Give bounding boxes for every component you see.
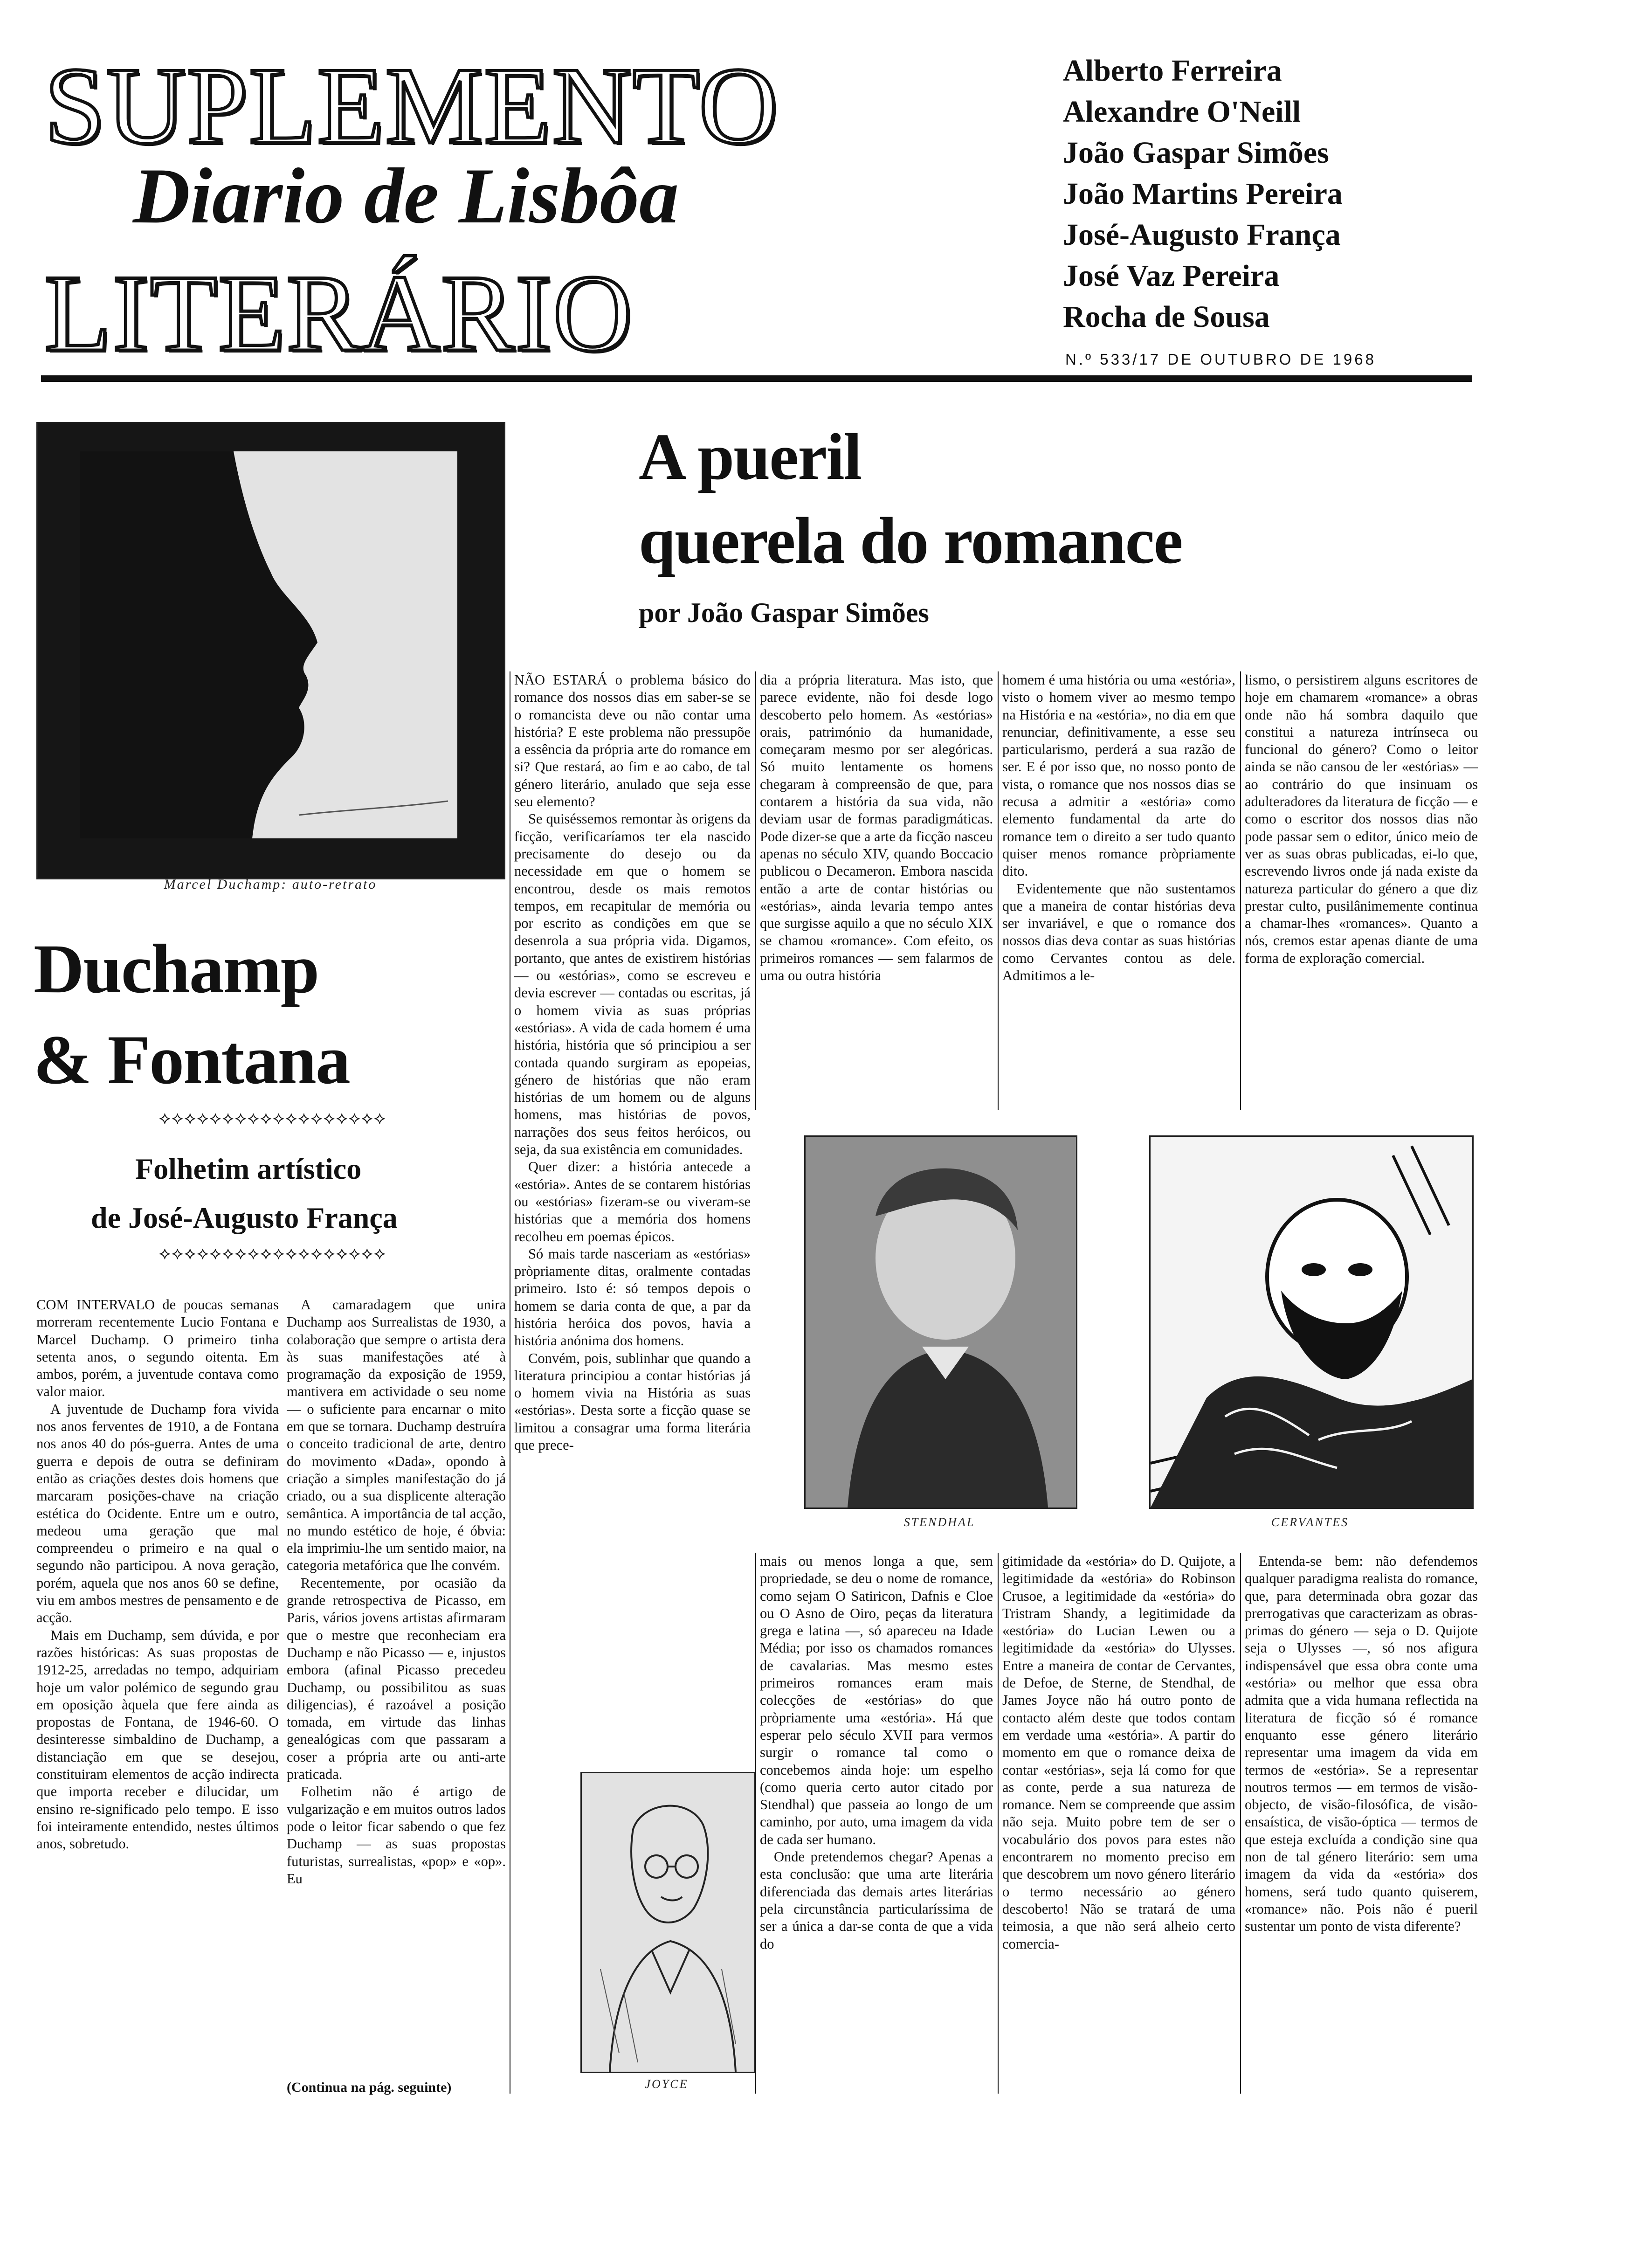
paragraph: Folhetim não é artigo de vulgarização e em muitos outros lados pode o leitor ficar sabendo o que fez Duchamp — as suas propostas futuristas, surrealistas, «pop» e «op». Eu <box>287 1784 506 1887</box>
duchamp-headline-line2: & Fontana <box>34 1021 350 1099</box>
paragraph: Evidentemente que não sustentamos que a maneira de contar histórias deva ser invariável, e que o romance dos nossos dias deva contar as suas histórias como Cervantes contou as dele. Admitimos a le- <box>1002 880 1235 984</box>
paragraph: Recentemente, por ocasião da grande retrospectiva de Picasso, em Paris, vários jovens artistas afirmaram que o mestre que reconheciam era Duchamp e não Picasso — e, injustos embora (afinal Picasso precedeu Duchamp, ou possibilitou as suas diligencias), é razoável a posição tomada, em virtude das linhas genealógicas com que passaram a coser a própria arte ou anti-arte praticada. <box>287 1575 506 1783</box>
stendhal-portrait <box>804 1135 1077 1509</box>
paragraph: lismo, o persistirem alguns escritores de hoje em chamarem «romance» a obras onde não há sombra daquilo que constitui a natureza intrínseca ou funcional do género? Como o leitor ainda se não cansou de ler «estórias» — ao contrário do que insinuam os adulteradores da literatura de ficção — e como o escritor dos nossos dias não pode passar sem o editor, único meio de ver as suas obras publicadas, ei-lo que, escrevendo livros onde já nada existe da natureza particular do género a que diz prestar culto, pusilânimemente continua a chamar-lhes «romances». Quanto a nós, cremos estar apenas diante de uma forma de exploração comercial. <box>1245 672 1478 966</box>
romance-column-b <box>760 671 993 1110</box>
paragraph: COM INTERVALO de poucas semanas morreram recentemente Lucio Fontana e Marcel Duchamp. O primeiro tinha setenta anos, o segundo oitenta. Em ambos, porém, a juventude contava como valor maior. <box>36 1297 279 1400</box>
column-divider <box>998 1553 999 2094</box>
masthead-newspaper-name: Diario de Lisbôa <box>133 152 679 240</box>
paragraph: Onde pretendemos chegar? Apenas a esta conclusão: que uma arte literária diferenciada das demais artes literárias pela circunstância particularíssima de ser a única a dar-se conta de que a vida do <box>760 1849 993 1952</box>
duchamp-self-portrait-photo <box>36 422 505 879</box>
paragraph: Convém, pois, sublinhar que quando a literatura principiou a contar histórias já o homem vivia na História as suas «estórias». Desta sorte a ficção quase se limitou a consagrar uma forma literária que prece- <box>514 1350 751 1453</box>
duchamp-subtitle-line1: Folhetim artístico <box>135 1152 362 1185</box>
masthead-title-top: SUPLEMENTO <box>44 45 779 167</box>
joyce-caption: JOYCE <box>645 2077 689 2091</box>
staff-name: Alexandre O'Neill <box>1063 95 1301 129</box>
paragraph: homem é uma história ou uma «estória», visto o homem viver ao mesmo tempo na História e na «estória», no dia em que renunciar, definitivamente, a esse seu particularismo, perderá a sua razão de ser. E é por isso que, no nosso ponto de vista, o romance que nos nossos dias se recusa a admitir a «estória» como elemento fundamental da arte do romance tem o direito a ser tudo quanto quiser menos romance pròpriamente dito. <box>1002 672 1235 879</box>
column-divider <box>1240 1553 1241 2094</box>
paragraph: Quer dizer: a história antecede a «estória». Antes de se contarem histórias ou «estórias» fizeram-se ou viveram-se histórias que a memória dos homens recolheu em poemas épicos. <box>514 1159 751 1245</box>
paragraph: Só mais tarde nasceriam as «estórias» pròpriamente ditas, oralmente contadas primeiro. Isto é: só tempos depois o homem se daria conta de que, a par da história heróica dos povos, havia a história anónima dos homens. <box>514 1245 751 1349</box>
romance-headline-line1: A pueril <box>639 420 862 493</box>
paragraph: gitimidade da «estória» do D. Quijote, a legitimidade da «estória» do Robinson Crusoe, a legitimidade da «estória» do Tristram Shandy, a legitimidade da «estória» do Lucian Lewen ou a legitimidade da «estória» do Ulysses. Entre a maneira de contar de Cervantes, de Defoe, de Sterne, de Stendhal, de James Joyce não há outro ponto de contacto além deste que todos contam em verdade uma «estória». A partir do momento em que o romance deixa de contar «estórias», seja lá como for que as conte, perde a sua natureza de romance. Nem se compreende que assim não seja. Muito pobre tem de ser o vocabulário dos povos para estes não encontrarem no momento preciso em que descobrem um novo género literário o termo necessário ao género descoberto! Não se tratará de uma teimosia, a que não será alheio certo comercia- <box>1002 1553 1235 1952</box>
staff-name: João Gaspar Simões <box>1063 136 1329 170</box>
cervantes-caption: CERVANTES <box>1271 1515 1349 1529</box>
joyce-figure <box>582 1773 754 2072</box>
romance-column-d <box>1245 671 1478 1110</box>
column-divider <box>755 1553 756 2094</box>
duchamp-subtitle-line2: de José-Augusto França <box>91 1201 398 1234</box>
masthead-rule <box>41 375 1472 382</box>
staff-name: João Martins Pereira <box>1063 177 1343 211</box>
profile-silhouette <box>38 423 504 878</box>
paragraph: NÃO ESTARÁ o problema básico do romance dos nossos dias em saber-se se o romancista deve ou não contar uma história? E este problema não pressupõe a essência da própria arte do romance em si? Que restará, ao fim e ao cabo, de tal género literário, anulado que seja esse seu elemento? <box>514 672 751 810</box>
cervantes-figure <box>1151 1137 1472 1507</box>
joyce-drawing <box>580 1772 756 2073</box>
staff-name: Rocha de Sousa <box>1063 300 1270 334</box>
romance-column-c <box>1002 671 1235 1110</box>
romance-headline-line2: querela do romance <box>639 504 1182 577</box>
duchamp-column-2 <box>287 1296 506 2070</box>
staff-list <box>1063 50 1576 338</box>
paragraph: dia a própria literatura. Mas isto, que parece evidente, não foi desde logo descoberto pelo homem. As «estórias» orais, património da humanidade, começaram mesmo por ser alegóricas. Só muito lentamente os homens chegaram à compreensão de que, para contarem a história da sua vida, não deviam usar de formas paradigmáticas. Pode dizer-se que a arte da ficção nasceu apenas no século XIV, quando Boccacio publicou o Decameron. Embora nascida então a arte de contar histórias ou «estórias», ainda levaria tempo antes que surgisse aquilo a que no século XIX se chamou «romance». Com efeito, os primeiros romances — sem falarmos de uma ou outra história <box>760 672 993 984</box>
column-divider <box>755 671 756 1110</box>
paragraph: Se quiséssemos remontar às origens da ficção, verificaríamos ter ela nascido precisamente do desejo ou da necessidade em que o homem se encontrou, desde os mais remotos tempos, em recapitular de memória ou por escrito as condições em que se desenrola a sua própria vida. Digamos, portanto, que antes de existirem histórias — ou «estórias», como se escreveu e devia escrever — contadas ou escritas, já o homem vivia as suas próprias «estórias». A vida de cada homem é uma história, história que só principiou a ser contada quando surgiram as epopeias, género de histórias que não eram histórias de um homem ou de alguns homens, mas histórias de povos, narrações dos seus feitos heróicos, ou seja, da sua existência em comunidades. <box>514 811 751 1158</box>
cervantes-woodcut <box>1149 1135 1474 1509</box>
duchamp-column-1 <box>36 1296 279 2098</box>
continued-notice: (Continua na pág. seguinte) <box>287 2080 452 2095</box>
paragraph: A camaradagem que unira Duchamp aos Surrealistas de 1930, a colaboração que sempre o artista dera às suas manifestações até à programação da exposição de 1959, mantivera em actividade o seu nome — o suficiente para encarnar o mito em que se tornara. Duchamp destruíra o conceito tradicional de arte, dentro do movimento «Dada», opondo à criação a simples manifestação do já criado, ou a sua displicente alteração semântica. A importância de tal acção, no mundo estético de hoje, é óbvia: ela imprimiu-lhe um sentido maior, na categoria metafórica que lhe convém. <box>287 1297 506 1574</box>
staff-name: José-Augusto França <box>1063 218 1341 252</box>
duchamp-headline-line1: Duchamp <box>34 930 319 1008</box>
ornament-divider: ⟡⟡⟡⟡⟡⟡⟡⟡⟡⟡⟡⟡⟡⟡⟡⟡⟡⟡ <box>159 1107 387 1128</box>
column-divider <box>998 671 999 1110</box>
paragraph: Mais em Duchamp, sem dúvida, e por razões históricas: As suas propostas de 1912-25, arredadas no tempo, adquiriam hoje um valor polémico de segundo grau em oposição àquela que fere ainda as propostas de Fontana, de 1946-60. O desinteresse simbaldino de Duchamp, a distanciação em que se desejou, constituiram elementos de acção indirecta que importa receber e dilucidar, um ensino re-significado pelo tempo. E isso foi inteiramente entendido, nestes últimos anos, sobretudo. <box>36 1627 279 1852</box>
paragraph: A juventude de Duchamp fora vivida nos anos ferventes de 1910, a de Fontana nos anos 40 do pós-guerra. Antes de uma guerra e depois de outra se definiram então as criações destes dois homens que marcaram posições-chave na criação estética do Ocidente. Entre um e outro, medeou uma geração que mal compreendeu o primeiro e na qual o segundo não participou. A nova geração, porém, aquela que nos anos 60 se define, viu em ambos mestres de pensamento e de acção. <box>36 1401 279 1626</box>
romance-byline: por João Gaspar Simões <box>639 597 929 628</box>
staff-name: José Vaz Pereira <box>1063 259 1280 293</box>
issue-date: N.º 533/17 DE OUTUBRO DE 1968 <box>1065 351 1376 368</box>
stendhal-caption: STENDHAL <box>903 1515 975 1529</box>
romance-column-g <box>1245 1553 1478 2089</box>
romance-column-f <box>1002 1553 1235 2089</box>
paragraph: Entenda-se bem: não defendemos qualquer paradigma realista do romance, que, para determinada obra gozar das prerrogativas que caracterizam as obras-primas do género — seja o D. Quijote seja o Ulysses —, só nos afigura indispensável que essa obra conte uma «estória» ou melhor que essa obra admita que a vida humana reflectida na literatura de ficção só é romance enquanto esse género literário representar uma imagem da vida em termos de «estória». Se a representar noutros termos — em termos de visão-objecto, de visão-filosófica, de visão-ensaística, de visão-óptica — termos de que esteja excluída a condição sine qua non de tal género literário: sem uma imagem da vida da «estória» dos homens, será tudo quanto quiserem, «romance» não. Pois não é pueril sustentar um ponto de vista diferente? <box>1245 1553 1478 1935</box>
ornament-divider: ⟡⟡⟡⟡⟡⟡⟡⟡⟡⟡⟡⟡⟡⟡⟡⟡⟡⟡ <box>159 1243 387 1263</box>
stendhal-figure <box>806 1137 1076 1507</box>
column-divider <box>1240 671 1241 1110</box>
paragraph: mais ou menos longa a que, sem propriedade, se deu o nome de romance, como sejam O Satiricon, Dafnis e Cloe ou O Asno de Oiro, peças da literatura grega e latina —, só apareceu na Idade Média; por isso os chamados romances de cavalarias. Mas mesmo estes primeiros romances eram mais colecções de «estórias» do que pròpriamente uma «estória». Há que esperar pelo século XVII para vermos surgir o romance tal como o concebemos ainda hoje: um espelho (como queria certo autor citado por Stendhal) que passeia ao longo de um caminho, por auto, uma imagem da vida de cada ser humano. <box>760 1553 993 1847</box>
masthead-title-bottom: LITERÁRIO <box>44 253 634 374</box>
staff-name: Alberto Ferreira <box>1063 54 1282 88</box>
duchamp-photo-caption: Marcel Duchamp: auto-retrato <box>164 877 377 892</box>
romance-column-e <box>760 1553 993 2089</box>
